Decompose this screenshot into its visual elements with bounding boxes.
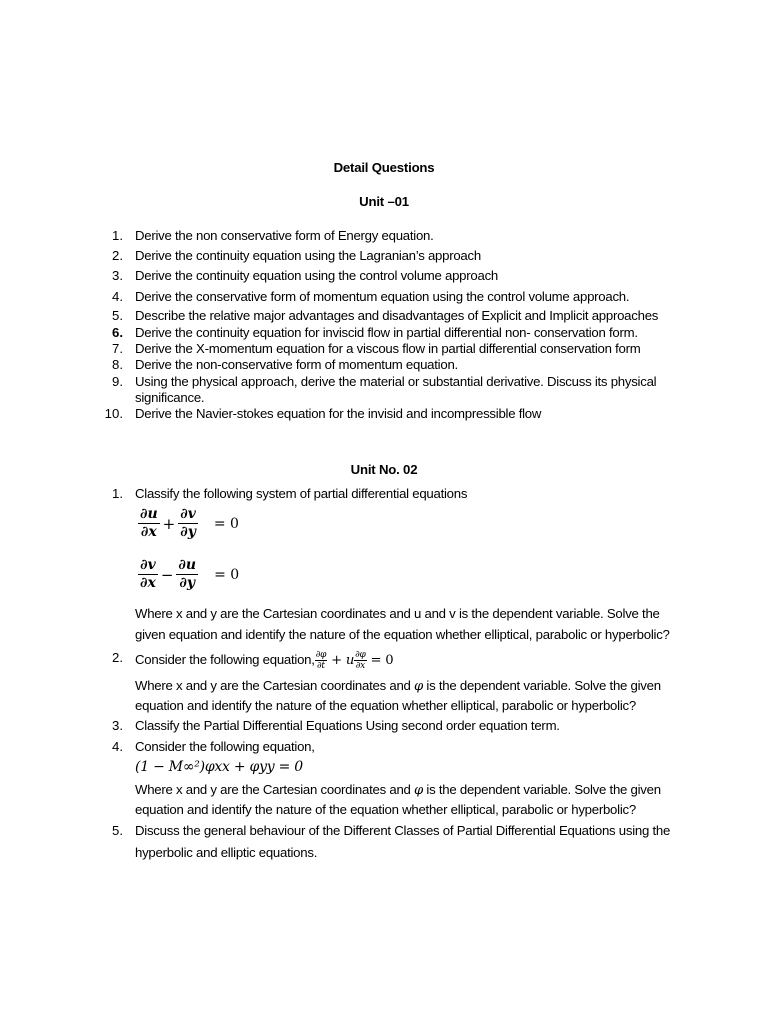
paragraph: Where x and y are the Cartesian coordinates and φ is the dependent variable. Solve the given — [135, 782, 661, 798]
paragraph: equation and identify the nature of the equation whether elliptical, parabolic or hyperbolic? — [135, 802, 636, 817]
paragraph: given equation and identify the nature of the equation whether elliptical, parabolic or hyperbolic? — [135, 627, 670, 642]
equation-2: $\frac{\partial v}{\partial x}$ − $\frac{\partial u}{\partial y}$ = 0 — [140, 557, 240, 591]
fraction: $\frac{\partial\varphi}{\partial t}$ — [315, 650, 327, 671]
equation-3: (1 − M∞²)φxx + φyy = 0 — [135, 759, 303, 775]
equation-1: $\frac{\partial u}{\partial x}$ + $\frac{\partial v}{\partial y}$ = 0 — [140, 506, 239, 540]
page-title: Detail Questions — [333, 160, 435, 175]
paragraph: equation and identify the nature of the equation whether elliptical, parabolic or hyperbolic? — [135, 698, 636, 713]
document-page: Detail Questions Unit –01 1. Derive the non conservative form of Energy equation. 2. Derive the continuity equation using the Lagranian’s approach 3. Derive the continuity equation using the control volume approach 4. Derive the conservative form of momentum equation using the control volume approach. 5. Describe the relative major advantages and disadvantages of Explicit and Implicit approaches 6. Derive the continuity equation for inviscid flow in partial differential non- conservation form. 7. Derive the X-momentum equation for a viscous flow in partial differential conservation form 8. Derive the non-conservative form of momentum equation. 9. Using the physical approach, derive the material or substantial derivative. Discuss its physical significance. 10. Derive the Navier-stokes equation for the invisid and incompressible flow Unit No. 02 1. Classify the following system of partial differential equations $\frac{\partial u}{\partial x}$ + $\frac{\partial v}{\partial y}$ = 0 $\frac{\partial v}{\partial x}$ − $\frac{\partial u}{\partial y}$ = 0 Where x and y are the Cartesian coordinates and u and v is the dependent variable. Solve the given equation and identify the nature of the equation whether elliptical, parabolic or hyperbolic? 2. Consider the following equation, $\frac{\partial\varphi}{\partial t}$ + u $\frac{\partial\varphi}{\partial x}$ = 0 Where x and y are the Cartesian coordinates and φ is the dependent variable. Solve the given equation and identify the nature of the equation whether elliptical, parabolic or hyperbolic? 3. Classify the Partial Differential Equations Using second order equation term. 4. Consider the following equation, (1 − M∞²)φxx + φyy = 0 Where x and y are the Cartesian coordinates and φ is the dependent variable. Solve the given equation and identify the nature of the equation whether elliptical, parabolic or hyperbolic? 5. Discuss the general behaviour of the Different Classes of Partial Differential Equations using the hyperbolic and elliptic equations. — [0, 0, 768, 1024]
unit1-heading: Unit –01 — [359, 194, 409, 209]
list-item-continuation: hyperbolic and elliptic equations. — [135, 845, 318, 860]
paragraph: Where x and y are the Cartesian coordinates and φ is the dependent variable. Solve the given — [135, 678, 661, 694]
paragraph: Where x and y are the Cartesian coordinates and u and v is the dependent variable. Solve the — [135, 606, 660, 621]
list-item-continuation: significance. — [135, 390, 205, 405]
fraction: $\frac{\partial\varphi}{\partial x}$ — [355, 650, 366, 671]
unit2-heading: Unit No. 02 — [350, 462, 418, 477]
